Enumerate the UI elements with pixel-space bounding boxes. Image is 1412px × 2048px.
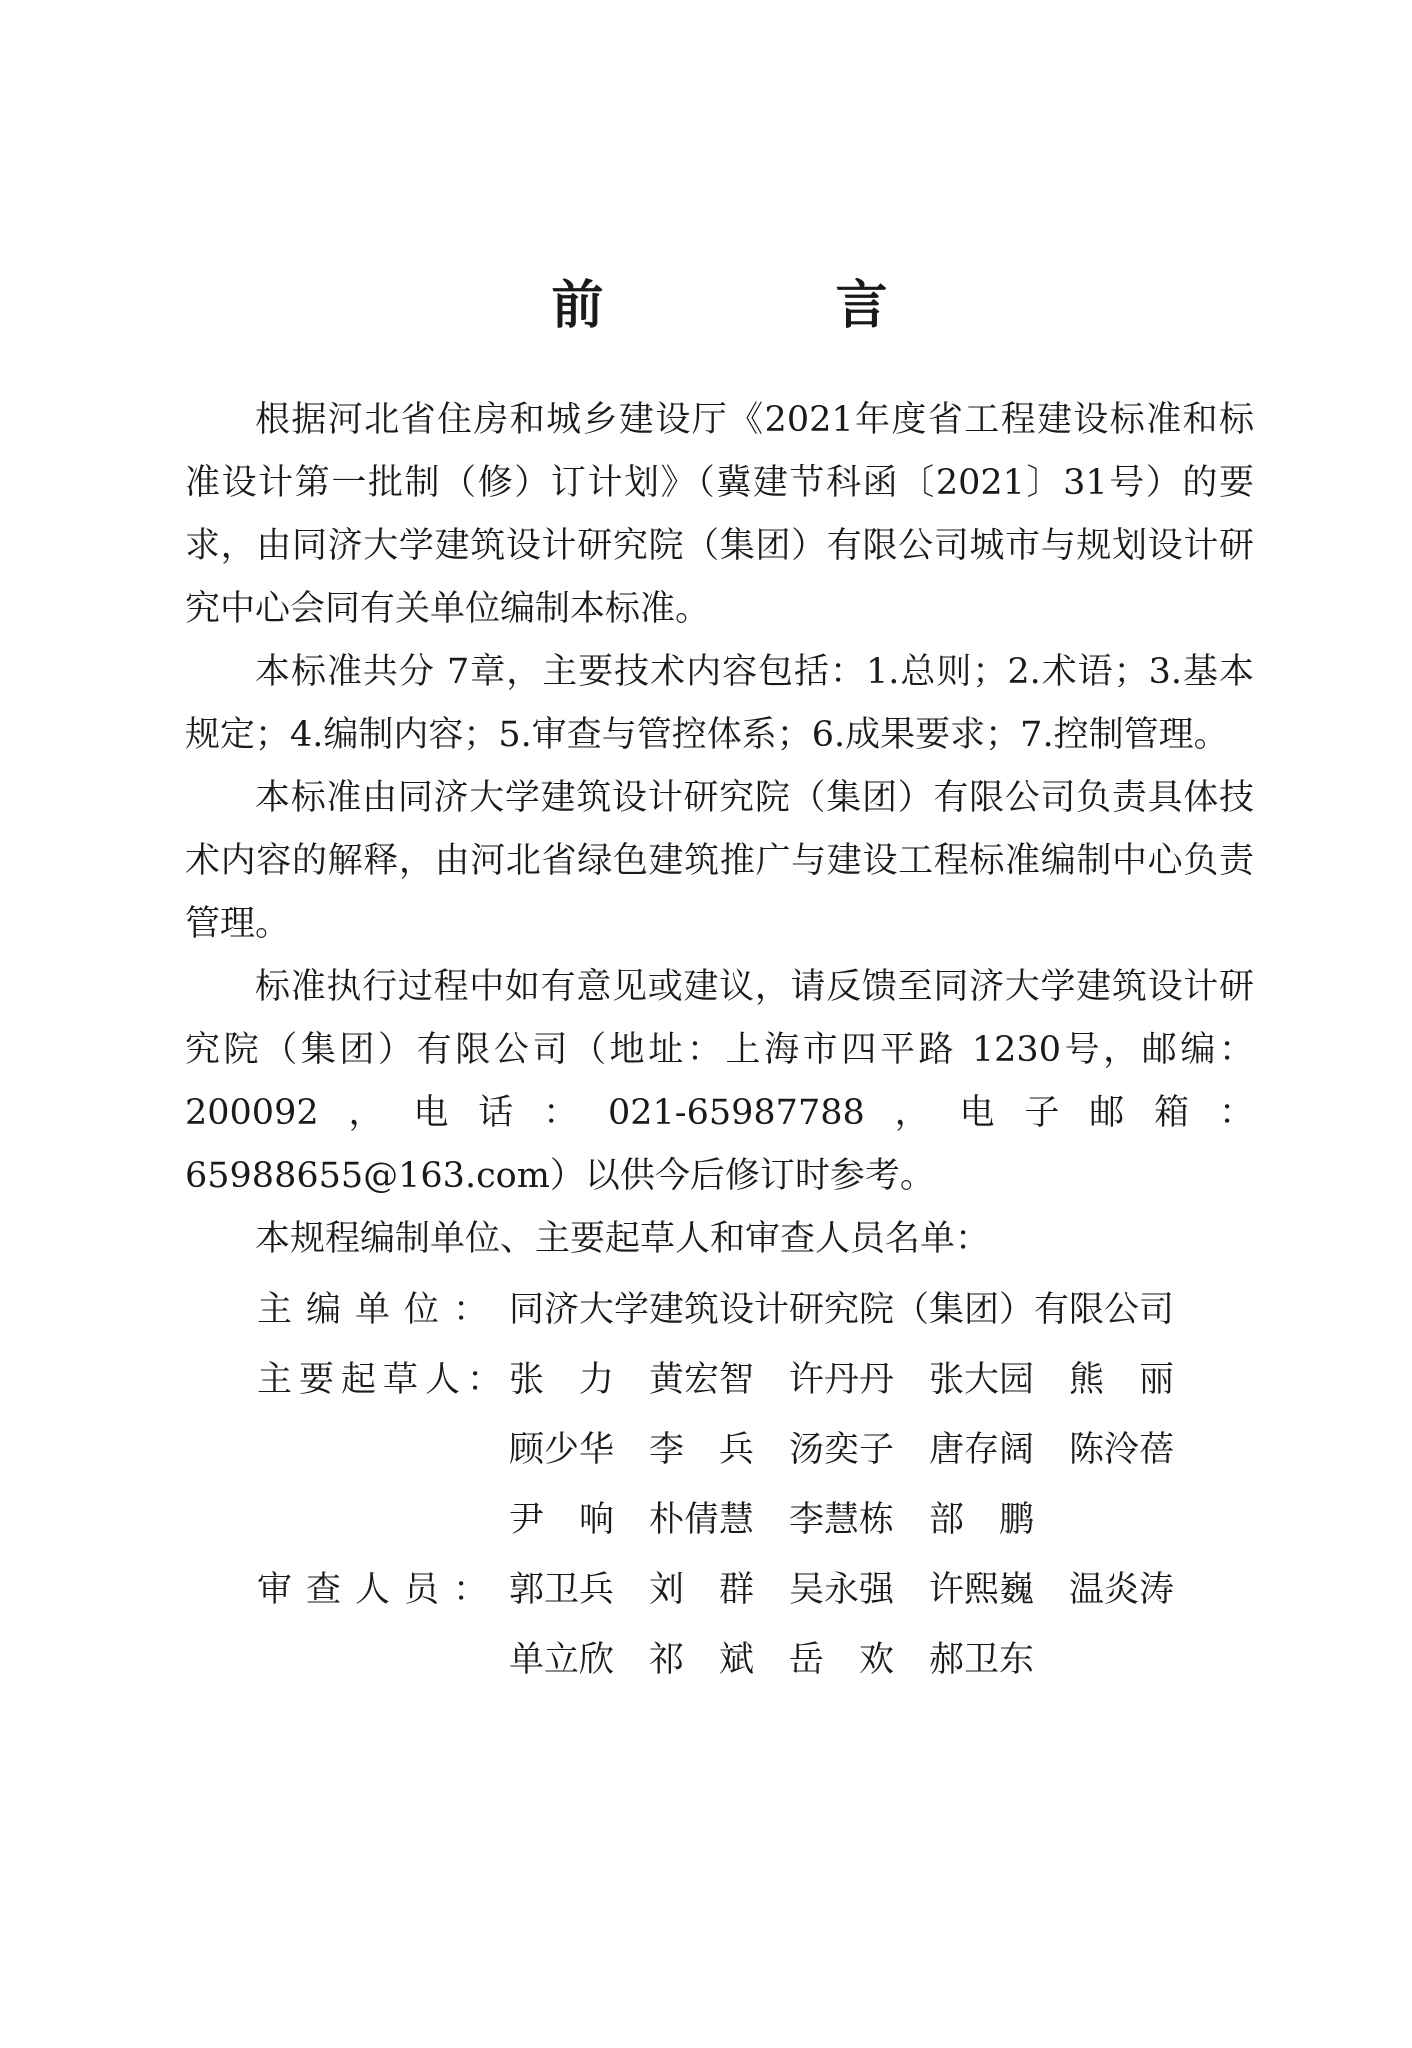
chief-unit-row xyxy=(185,1275,1254,1345)
reviewers-list xyxy=(509,1555,1254,1695)
drafter-name: 张大园 xyxy=(929,1360,1035,1401)
paragraph-roster-intro: 本规程编制单位、主要起草人和审查人员名单： xyxy=(255,1219,991,1260)
personnel-roster xyxy=(185,1275,1254,1695)
drafter-name: 汤奕子 xyxy=(789,1430,895,1471)
drafter-name: 陈泠蓓 xyxy=(1069,1430,1175,1471)
drafter-name: 李兵 xyxy=(649,1430,790,1471)
reviewer-name: 郝卫东 xyxy=(929,1640,1035,1681)
reviewer-name: 许熙巍 xyxy=(929,1570,1035,1611)
reviewer-name: 岳欢 xyxy=(789,1640,930,1681)
drafter-name: 李慧栋 xyxy=(789,1500,895,1541)
reviewers-label: 审查人员： xyxy=(257,1570,503,1611)
reviewers-row xyxy=(185,1555,1254,1695)
chief-unit-label: 主编单位： xyxy=(257,1290,503,1331)
paragraph-interpretation: 本标准由同济大学建筑设计研究院（集团）有限公司负责具体技术内容的解释，由河北省绿色建筑推广与建设工程标准编制中心负责管理。 xyxy=(185,778,1254,945)
drafters-line xyxy=(509,1345,1254,1415)
reviewer-name: 祁斌 xyxy=(649,1640,790,1681)
reviewers-line xyxy=(509,1625,1254,1695)
paragraph-basis: 根据河北省住房和城乡建设厅《2021年度省工程建设标准和标准设计第一批制（修）订计划》（冀建节科函〔2021〕31号）的要求，由同济大学建筑设计研究院（集团）有限公司城市与规划设计研究中心会同有关单位编制本标准。 xyxy=(185,400,1254,630)
drafter-name: 尹响 xyxy=(509,1500,650,1541)
drafters-label: 主要起草人： xyxy=(257,1360,510,1401)
drafters-line xyxy=(509,1485,1254,1555)
paragraph-feedback: 标准执行过程中如有意见或建议，请反馈至同济大学建筑设计研究院（集团）有限公司（地址：上海市四平路 1230号，邮编：200092，电话：021-65987788，电子邮箱：65988655@163.com）以供今后修订时参考。 xyxy=(185,967,1254,1197)
reviewer-name: 刘群 xyxy=(649,1570,790,1611)
page-title: 前 言 xyxy=(551,275,978,336)
drafter-name: 顾少华 xyxy=(509,1430,615,1471)
drafters-list xyxy=(509,1345,1254,1555)
chief-unit-name: 同济大学建筑设计研究院（集团）有限公司 xyxy=(509,1290,1175,1331)
reviewer-name: 郭卫兵 xyxy=(509,1570,615,1611)
reviewers-line xyxy=(509,1555,1254,1625)
drafters-line xyxy=(509,1415,1254,1485)
drafter-name: 张力 xyxy=(509,1360,650,1401)
drafter-name: 黄宏智 xyxy=(649,1360,755,1401)
reviewer-name: 单立欣 xyxy=(509,1640,615,1681)
paragraph-contents: 本标准共分 7章，主要技术内容包括：1.总则；2.术语；3.基本规定；4.编制内容；5.审查与管控体系；6.成果要求；7.控制管理。 xyxy=(185,652,1254,756)
drafter-name: 熊丽 xyxy=(1069,1360,1210,1401)
drafter-name: 唐存阔 xyxy=(929,1430,1035,1471)
drafter-name: 许丹丹 xyxy=(789,1360,895,1401)
reviewer-name: 吴永强 xyxy=(789,1570,895,1611)
reviewer-name: 温炎涛 xyxy=(1069,1570,1175,1611)
drafter-name: 朴倩慧 xyxy=(649,1500,755,1541)
drafter-name: 部鹏 xyxy=(929,1500,1070,1541)
drafters-row xyxy=(185,1345,1254,1555)
